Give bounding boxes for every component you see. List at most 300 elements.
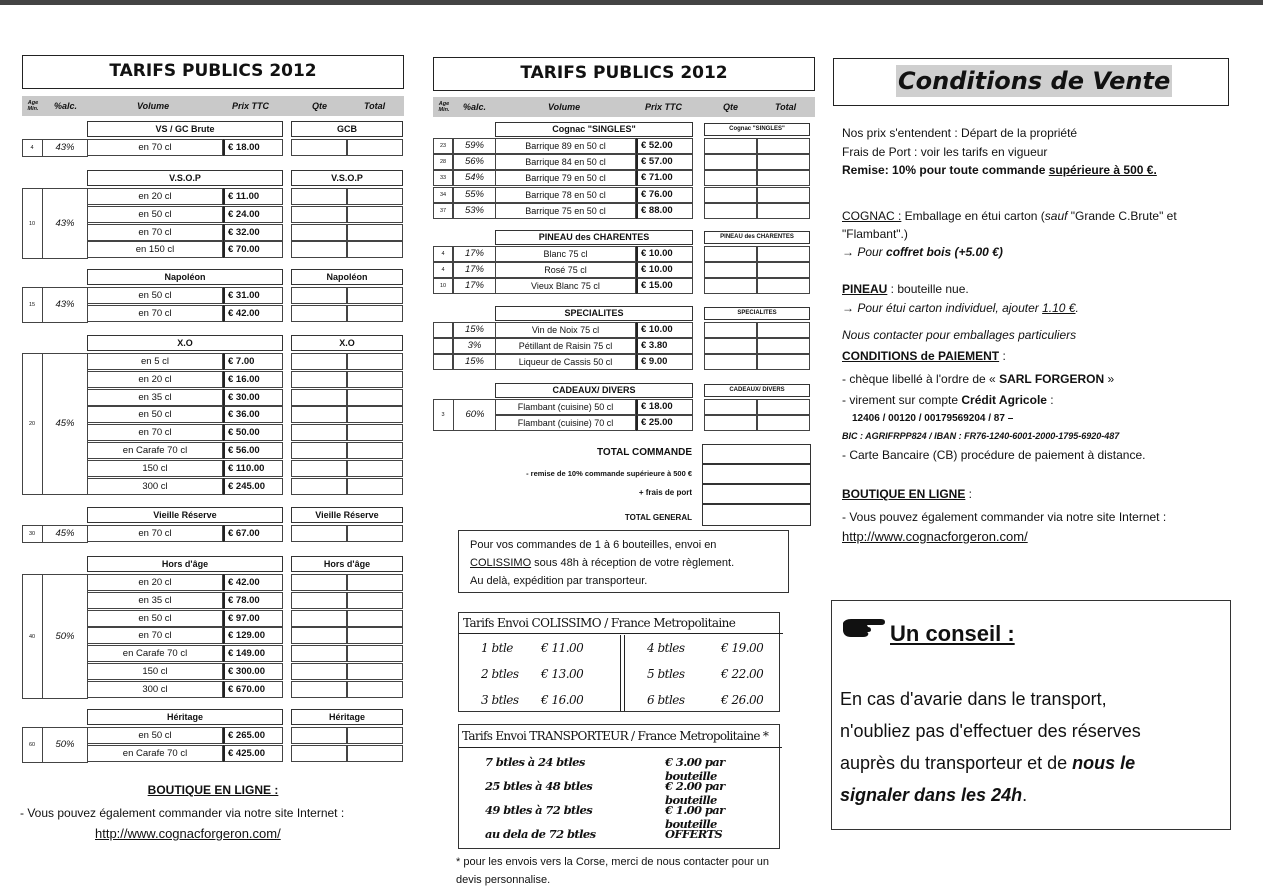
alc-value: 43% — [55, 142, 75, 153]
price-cell: € 97.00 — [223, 610, 283, 627]
volume-cell: Vieux Blanc 75 cl — [495, 278, 636, 294]
total-cell — [757, 322, 810, 338]
total-general-field[interactable] — [702, 504, 811, 526]
header-price: Prix TTC — [232, 101, 270, 111]
volume-cell: Rosé 75 cl — [495, 262, 636, 278]
section-qte-title: Hors d'âge — [291, 556, 403, 572]
volume-cell: 300 cl — [87, 478, 223, 495]
conseil-line-2: n'oubliez pas d'effectuer des réserves — [840, 721, 1141, 741]
section-qte-title: GCB — [291, 121, 403, 137]
age-cell: 23 — [433, 138, 453, 154]
volume-cell: en 50 cl — [87, 287, 223, 304]
total-cell — [347, 406, 403, 423]
cheque-c: » — [1104, 372, 1115, 386]
bic-line: BIC : AGRIFRPP824 / IBAN : FR76-1240-6001-2000-1795-6920-487 — [842, 431, 1120, 441]
volume-cell: en 20 cl — [87, 188, 223, 205]
price-cell: € 36.00 — [223, 406, 283, 423]
section-title: SPECIALITES — [495, 306, 693, 321]
volume-cell: en 50 cl — [87, 406, 223, 423]
qty-input[interactable] — [291, 389, 347, 406]
price-cell: € 76.00 — [636, 187, 693, 203]
transporteur-price: OFFERTS — [665, 827, 723, 841]
header-age: Age Min. — [27, 100, 39, 112]
volume-cell: Barrique 78 en 50 cl — [495, 187, 636, 203]
total-cell — [757, 354, 810, 370]
total-cell — [347, 592, 403, 609]
section-qte-title: Cognac "SINGLES" — [704, 123, 810, 136]
qty-input[interactable] — [291, 663, 347, 680]
alc-cell: 3% — [453, 338, 496, 354]
price-cell: € 71.00 — [636, 170, 693, 186]
qty-input[interactable] — [291, 460, 347, 477]
transporteur-qty: au dela de 72 btles — [485, 827, 596, 841]
qty-input[interactable] — [704, 154, 757, 170]
total-cell — [757, 278, 810, 294]
total-cell — [757, 262, 810, 278]
qty-input[interactable] — [704, 399, 757, 415]
total-cell — [757, 138, 810, 154]
colissimo-note-line3: Au delà, expédition par transporteur. — [470, 575, 648, 587]
section-title: V.S.O.P — [87, 170, 283, 186]
volume-cell: en 70 cl — [87, 224, 223, 241]
header-alc: %alc. — [54, 101, 78, 111]
colissimo-qty: 2 btles — [481, 667, 519, 681]
age-value: 20 — [28, 421, 36, 427]
age-alc-group — [22, 139, 88, 157]
qty-input[interactable] — [704, 338, 757, 354]
transporteur-qty: 49 btles à 72 btles — [485, 803, 593, 817]
total-cell — [347, 224, 403, 241]
price-cell: € 16.00 — [223, 371, 283, 388]
virement-c: : — [1046, 393, 1054, 407]
volume-cell: Barrique 79 en 50 cl — [495, 170, 636, 186]
age-alc-group — [22, 287, 88, 323]
alc-cell: 55% — [453, 187, 496, 203]
price-cell: € 15.00 — [636, 278, 693, 294]
section-qte-title: Héritage — [291, 709, 403, 725]
colissimo-price: € 13.00 — [541, 667, 584, 681]
price-cell: € 3.80 — [636, 338, 693, 354]
price-cell: € 18.00 — [636, 399, 693, 415]
age-cell: 28 — [433, 154, 453, 170]
right-boutique-link[interactable]: http://www.cognacforgeron.com/ — [842, 529, 1028, 544]
alc-cell: 53% — [453, 203, 496, 219]
total-cell — [757, 203, 810, 219]
volume-cell: Flambant (cuisine) 70 cl — [495, 415, 636, 431]
qty-input[interactable] — [291, 287, 347, 304]
total-cell — [347, 442, 403, 459]
colissimo-note-line1: Pour vos commandes de 1 à 6 bouteilles, envoi en — [470, 539, 717, 551]
total-cell — [757, 338, 810, 354]
alc-cell: 54% — [453, 170, 496, 186]
volume-cell: en Carafe 70 cl — [87, 442, 223, 459]
alc-cell: 56% — [453, 154, 496, 170]
age-value: 4 — [30, 145, 34, 151]
paiement-title-line — [842, 349, 1006, 363]
price-cell: € 56.00 — [223, 442, 283, 459]
age-cell — [433, 338, 453, 354]
cognac-coffret — [842, 245, 1003, 259]
price-cell: € 78.00 — [223, 592, 283, 609]
age-alc-group — [22, 353, 88, 495]
total-cell — [347, 206, 403, 223]
section-title: Vieille Réserve — [87, 507, 283, 523]
qty-input[interactable] — [291, 478, 347, 495]
volume-cell: en 70 cl — [87, 424, 223, 441]
volume-cell: en 35 cl — [87, 389, 223, 406]
price-cell: € 7.00 — [223, 353, 283, 370]
price-cell: € 10.00 — [636, 322, 693, 338]
volume-cell: en Carafe 70 cl — [87, 745, 223, 762]
volume-cell: Blanc 75 cl — [495, 246, 636, 262]
left-boutique-title-text: BOUTIQUE EN LIGNE — [147, 783, 271, 797]
group-divider — [42, 354, 43, 494]
section-qte-title: CADEAUX/ DIVERS — [704, 384, 810, 397]
alc-value: 43% — [55, 217, 75, 229]
section-qte-title: SPECIALITES — [704, 307, 810, 320]
remise-threshold: supérieure à 500 €. — [1048, 163, 1157, 177]
virement-line — [842, 393, 1054, 407]
conseil-line-3-a: auprès du transporteur et de — [840, 753, 1073, 773]
volume-cell: en 70 cl — [87, 627, 223, 644]
frais-port-field[interactable] — [702, 484, 811, 504]
total-cell — [757, 246, 810, 262]
pineau-text: : bouteille nue. — [887, 282, 969, 296]
colissimo-qty: 6 btles — [647, 693, 685, 707]
age-cell — [433, 354, 453, 370]
right-boutique-title: BOUTIQUE EN LIGNE — [842, 487, 966, 501]
section-title: CADEAUX/ DIVERS — [495, 383, 693, 398]
volume-cell: en 70 cl — [87, 139, 223, 156]
price-cell: € 11.00 — [223, 188, 283, 205]
header-total: Total — [775, 102, 797, 112]
total-cell — [757, 154, 810, 170]
conseil-box — [831, 600, 1231, 830]
volume-cell: en 50 cl — [87, 727, 223, 744]
conseil-line-4 — [840, 779, 1141, 811]
header-alc: %alc. — [463, 102, 487, 112]
price-cell: € 42.00 — [223, 305, 283, 322]
volume-cell: en 70 cl — [87, 305, 223, 322]
price-cell: € 245.00 — [223, 478, 283, 495]
volume-cell: Barrique 75 en 50 cl — [495, 203, 636, 219]
pointing-hand-icon — [841, 615, 887, 639]
conseil-title: Un conseil : — [890, 621, 1015, 646]
cheque-line — [842, 372, 1114, 386]
total-general-label: TOTAL GENERAL — [624, 513, 692, 522]
total-cell — [347, 460, 403, 477]
volume-cell: 150 cl — [87, 663, 223, 680]
colissimo-qty: 4 btles — [647, 641, 685, 655]
volume-cell: Barrique 89 en 50 cl — [495, 138, 636, 154]
age-alc-group — [433, 399, 496, 431]
alc-value: 60% — [465, 409, 485, 420]
alc-value: 45% — [55, 528, 75, 539]
cognac-coffret-a: → Pour — [842, 245, 887, 259]
qty-input[interactable] — [291, 139, 347, 156]
total-commande-field[interactable] — [702, 444, 811, 464]
alc-cell: 15% — [453, 322, 496, 338]
total-cell — [757, 415, 810, 431]
age-value: 3 — [441, 412, 445, 418]
conseil-line-1: En cas d'avarie dans le transport, — [840, 689, 1107, 709]
intro-line-1: Nos prix s'entendent : Départ de la propriété — [842, 126, 1078, 140]
pineau-etui-c: . — [1075, 301, 1079, 315]
cognac-label: COGNAC : — [842, 209, 902, 223]
total-cell — [347, 681, 403, 698]
price-cell: € 670.00 — [223, 681, 283, 698]
intro-line-2: Frais de Port : voir les tarifs en vigueur — [842, 145, 1048, 159]
frais-port-label: + frais de port — [638, 488, 692, 497]
cognac-coffret-b: coffret bois (+5.00 €) — [886, 245, 1003, 259]
price-cell: € 70.00 — [223, 241, 283, 258]
price-cell: € 24.00 — [223, 206, 283, 223]
qty-input[interactable] — [704, 138, 757, 154]
volume-cell: 300 cl — [87, 681, 223, 698]
qty-input[interactable] — [291, 574, 347, 591]
group-divider — [42, 728, 43, 762]
header-total: Total — [364, 101, 386, 111]
volume-cell: en 20 cl — [87, 371, 223, 388]
total-cell — [347, 645, 403, 662]
age-alc-group — [22, 727, 88, 763]
colissimo-price: € 16.00 — [541, 693, 584, 707]
age-cell — [433, 322, 453, 338]
colissimo-note-line2 — [470, 557, 734, 569]
price-cell: € 31.00 — [223, 287, 283, 304]
qty-input[interactable] — [291, 371, 347, 388]
volume-cell: en Carafe 70 cl — [87, 645, 223, 662]
colissimo-note-box — [458, 530, 789, 593]
age-cell: 33 — [433, 170, 453, 186]
conditions-title-box — [833, 58, 1229, 106]
qty-input[interactable] — [291, 645, 347, 662]
alc-value: 45% — [55, 418, 75, 429]
price-cell: € 129.00 — [223, 627, 283, 644]
price-cell: € 300.00 — [223, 663, 283, 680]
cognac-line — [842, 209, 1177, 223]
qty-input[interactable] — [291, 442, 347, 459]
transporteur-price: € 1.00 par bouteille — [665, 803, 725, 831]
qty-input[interactable] — [291, 727, 347, 744]
qty-input[interactable] — [291, 592, 347, 609]
age-cell: 37 — [433, 203, 453, 219]
price-cell: € 9.00 — [636, 354, 693, 370]
qty-input[interactable] — [704, 187, 757, 203]
qty-input[interactable] — [704, 278, 757, 294]
total-cell — [347, 478, 403, 495]
virement-a: - virement sur compte — [842, 393, 962, 407]
qty-input[interactable] — [291, 241, 347, 258]
qty-input[interactable] — [704, 262, 757, 278]
price-cell: € 30.00 — [223, 389, 283, 406]
qty-input[interactable] — [291, 305, 347, 322]
cheque-b: SARL FORGERON — [999, 372, 1105, 386]
total-cell — [347, 305, 403, 322]
transporteur-qty: 7 btles à 24 btles — [485, 755, 585, 769]
volume-cell: en 50 cl — [87, 610, 223, 627]
total-cell — [347, 241, 403, 258]
remise-label: - remise de 10% commande supérieure à 500 € — [526, 469, 692, 478]
volume-cell: Barrique 84 en 50 cl — [495, 154, 636, 170]
middle-title: TARIFS PUBLICS 2012 — [433, 57, 815, 91]
cognac-sauf: sauf — [1044, 209, 1068, 223]
pineau-etui-a: → Pour étui carton individuel, ajouter — [842, 301, 1043, 315]
colissimo-price: € 11.00 — [541, 641, 584, 655]
volume-cell: Liqueur de Cassis 50 cl — [495, 354, 636, 370]
colissimo-qty: 3 btles — [481, 693, 519, 707]
age-value: 15 — [28, 302, 36, 308]
left-boutique-link[interactable]: http://www.cognacforgeron.com/ — [95, 826, 281, 841]
total-cell — [347, 574, 403, 591]
section-title: Napoléon — [87, 269, 283, 285]
qty-input[interactable] — [704, 322, 757, 338]
age-value: 30 — [28, 531, 36, 537]
header-price: Prix TTC — [645, 102, 683, 112]
group-divider — [42, 189, 43, 258]
total-cell — [347, 139, 403, 156]
conseil-line-4-a: signaler dans les 24h — [840, 785, 1023, 805]
header-qte: Qte — [312, 101, 328, 111]
age-value: 10 — [28, 220, 36, 227]
alc-cell: 17% — [453, 246, 496, 262]
paiement-title: CONDITIONS de PAIEMENT — [842, 349, 1000, 363]
pineau-line — [842, 282, 969, 296]
total-cell — [347, 663, 403, 680]
colissimo-word: COLISSIMO — [470, 557, 532, 569]
rib-line: 12406 / 00120 / 00179569204 / 87 – — [852, 413, 1014, 424]
right-boutique-text: - Vous pouvez également commander via notre site Internet : — [842, 510, 1167, 524]
total-cell — [347, 727, 403, 744]
total-cell — [347, 371, 403, 388]
total-cell — [347, 610, 403, 627]
conseil-body — [840, 683, 1141, 811]
age-cell: 4 — [433, 246, 453, 262]
total-commande-label: TOTAL COMMANDE — [597, 447, 692, 458]
volume-cell: 150 cl — [87, 460, 223, 477]
qty-input[interactable] — [291, 353, 347, 370]
header-age: Age Min. — [438, 101, 450, 113]
colissimo-table-title: Tarifs Envoi COLISSIMO / France Metropolitaine — [459, 613, 783, 634]
group-divider — [42, 288, 43, 322]
total-cell — [347, 424, 403, 441]
section-title: X.O — [87, 335, 283, 351]
alc-cell: 59% — [453, 138, 496, 154]
total-cell — [347, 188, 403, 205]
colissimo-qty: 1 btle — [481, 641, 513, 655]
virement-b: Crédit Agricole — [961, 393, 1047, 407]
colissimo-note-rest: sous 48h à réception de votre règlement. — [531, 557, 735, 569]
age-cell: 10 — [433, 278, 453, 294]
total-cell — [347, 627, 403, 644]
group-divider — [42, 140, 43, 156]
remise-field[interactable] — [702, 464, 811, 484]
total-cell — [757, 399, 810, 415]
qty-input[interactable] — [291, 610, 347, 627]
transporteur-qty: 25 btles à 48 btles — [485, 779, 593, 793]
qty-input[interactable] — [291, 627, 347, 644]
qty-input[interactable] — [291, 406, 347, 423]
volume-cell: Vin de Noix 75 cl — [495, 322, 636, 338]
volume-cell: Flambant (cuisine) 50 cl — [495, 399, 636, 415]
volume-cell: en 150 cl — [87, 241, 223, 258]
age-value: 60 — [28, 742, 36, 748]
qty-input[interactable] — [704, 246, 757, 262]
colissimo-table — [458, 612, 780, 712]
qty-input[interactable] — [291, 188, 347, 205]
qty-input[interactable] — [291, 681, 347, 698]
qty-input[interactable] — [291, 745, 347, 762]
price-cell: € 25.00 — [636, 415, 693, 431]
section-qte-title: V.S.O.P — [291, 170, 403, 186]
header-volume: Volume — [548, 102, 581, 112]
transporteur-price: € 2.00 par bouteille — [665, 779, 725, 807]
age-cell: 4 — [433, 262, 453, 278]
left-boutique-title: BOUTIQUE EN LIGNE : — [147, 783, 279, 797]
section-qte-title: Napoléon — [291, 269, 403, 285]
price-cell: € 265.00 — [223, 727, 283, 744]
qty-input[interactable] — [291, 424, 347, 441]
volume-cell: en 50 cl — [87, 206, 223, 223]
section-title: Hors d'âge — [87, 556, 283, 572]
price-cell: € 32.00 — [223, 224, 283, 241]
age-alc-group — [22, 525, 88, 543]
qty-input[interactable] — [291, 206, 347, 223]
section-qte-title: PINEAU des CHARENTES — [704, 231, 810, 244]
qty-input[interactable] — [704, 170, 757, 186]
qty-input[interactable] — [704, 354, 757, 370]
section-qte-title: X.O — [291, 335, 403, 351]
middle-table-header — [433, 97, 815, 117]
cheque-a: - chèque libellé à l'ordre de « — [842, 372, 1000, 386]
price-cell: € 52.00 — [636, 138, 693, 154]
conseil-line-3-b: nous le — [1072, 753, 1136, 773]
remise-text: Remise: 10% pour toute commande — [842, 163, 1049, 177]
price-cell: € 42.00 — [223, 574, 283, 591]
qty-input[interactable] — [704, 415, 757, 431]
volume-cell: en 35 cl — [87, 592, 223, 609]
footnote: * pour les envois vers la Corse, merci de nous contacter pour un devis personnalise. — [456, 856, 770, 886]
transporteur-table-title: Tarifs Envoi TRANSPORTEUR / France Metropolitaine * — [459, 725, 782, 748]
colissimo-price: € 26.00 — [721, 693, 764, 707]
total-cell — [347, 525, 403, 542]
price-cell: € 425.00 — [223, 745, 283, 762]
conseil-line-3 — [840, 747, 1141, 779]
volume-cell: Pétillant de Raisin 75 cl — [495, 338, 636, 354]
price-cell: € 10.00 — [636, 262, 693, 278]
group-divider — [42, 526, 43, 542]
qty-input[interactable] — [704, 203, 757, 219]
alc-value: 43% — [55, 299, 75, 310]
colissimo-price: € 22.00 — [721, 667, 764, 681]
alc-cell: 17% — [453, 278, 496, 294]
section-title: Cognac "SINGLES" — [495, 122, 693, 137]
age-value: 40 — [28, 633, 36, 640]
left-boutique-text: - Vous pouvez également commander via notre site Internet : — [20, 806, 345, 820]
price-cell: € 110.00 — [223, 460, 283, 477]
qty-input[interactable] — [291, 224, 347, 241]
group-divider — [42, 575, 43, 698]
price-cell: € 149.00 — [223, 645, 283, 662]
price-cell: € 18.00 — [223, 139, 283, 156]
right-boutique-line — [842, 487, 972, 501]
contact-line: Nous contacter pour emballages particuliers — [842, 328, 1077, 342]
colissimo-qty: 5 btles — [647, 667, 685, 681]
total-cell — [347, 389, 403, 406]
price-cell: € 57.00 — [636, 154, 693, 170]
total-cell — [757, 170, 810, 186]
qty-input[interactable] — [291, 525, 347, 542]
